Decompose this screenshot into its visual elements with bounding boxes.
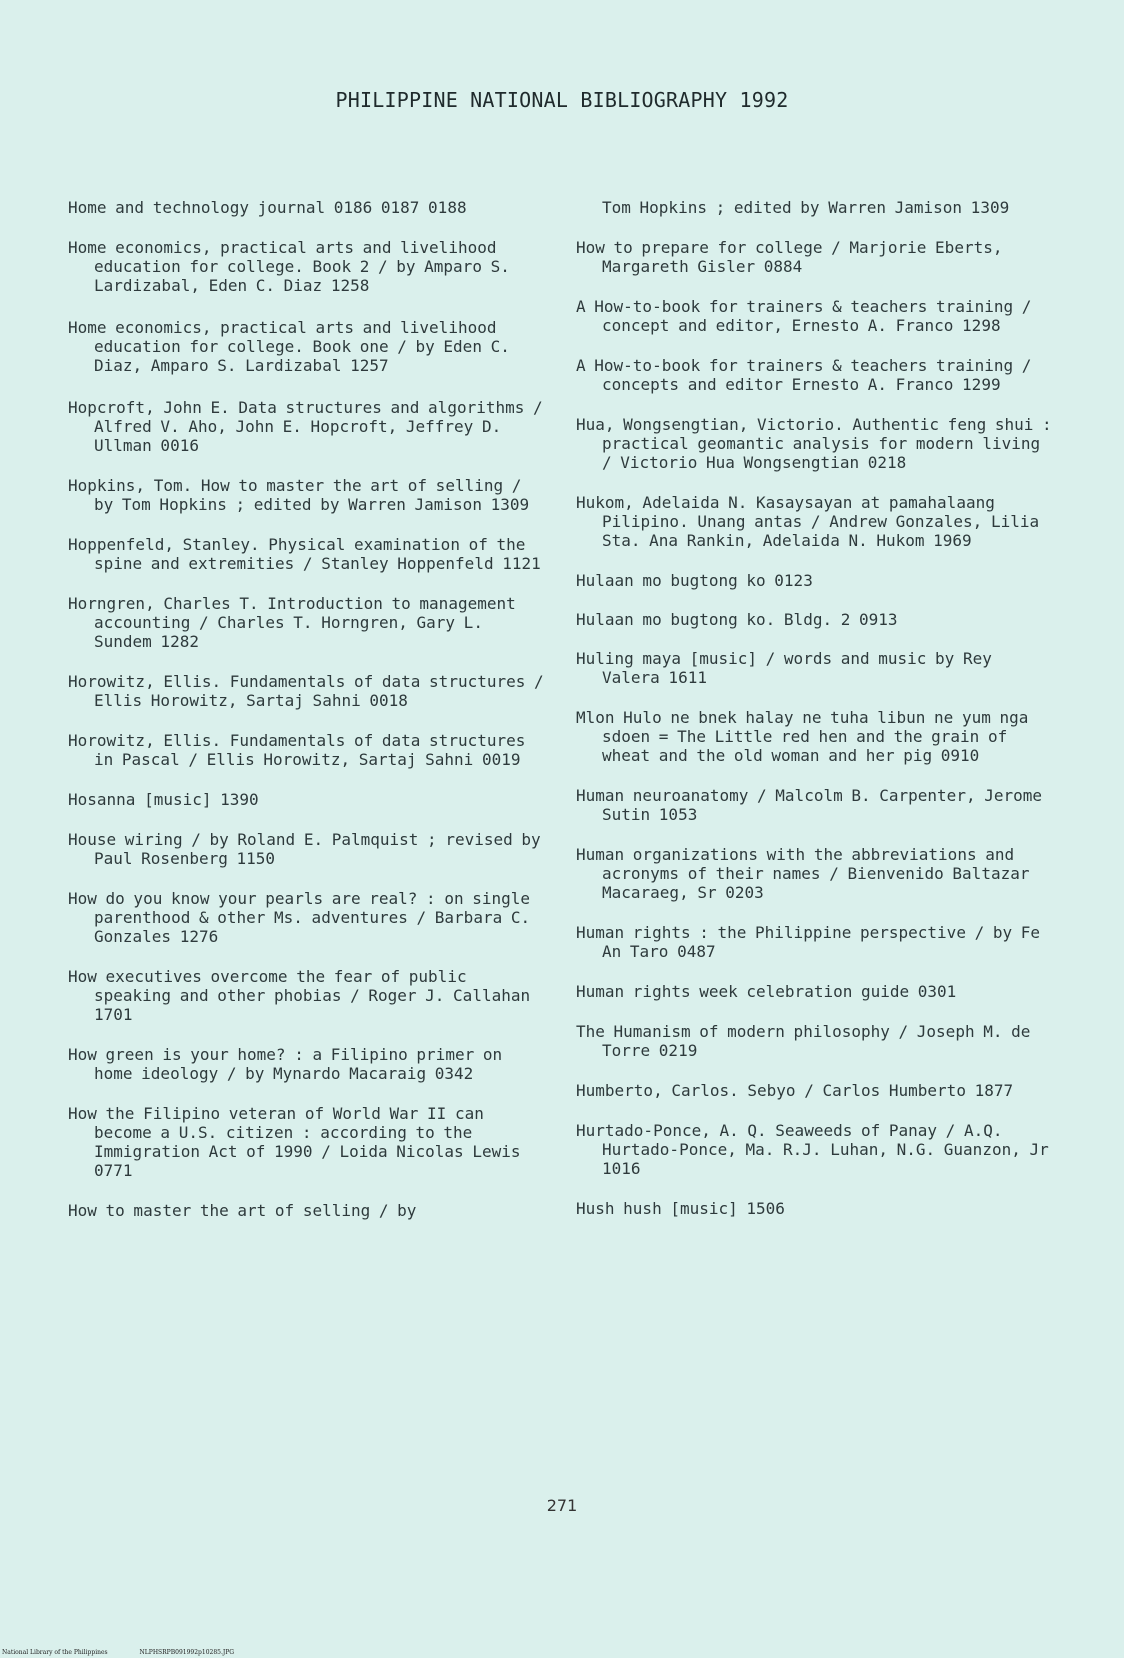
bib-entry: Hulaan mo bugtong ko. Bldg. 2 0913 xyxy=(576,610,898,629)
bib-entry: A How-to-book for trainers & teachers training / concept and editor, Ernesto A. Franco 1298 xyxy=(576,297,1032,335)
bib-entry: Humberto, Carlos. Sebyo / Carlos Humberto 1877 xyxy=(576,1081,1014,1100)
bib-entry: Hosanna [music] 1390 xyxy=(68,790,259,809)
bib-entry: House wiring / by Roland E. Palmquist ; revised by Paul Rosenberg 1150 xyxy=(68,830,541,868)
bib-entry: Hush hush [music] 1506 xyxy=(576,1199,785,1218)
bib-entry: Horowitz, Ellis. Fundamentals of data structures / Ellis Horowitz, Sartaj Sahni 0018 xyxy=(68,672,544,710)
bib-entry: How green is your home? : a Filipino primer on home ideology / by Mynardo Macaraig 0342 xyxy=(68,1045,503,1083)
bib-entry: Hopkins, Tom. How to master the art of selling / by Tom Hopkins ; edited by Warren Jamison 1309 xyxy=(68,476,530,514)
bib-entry: Hulaan mo bugtong ko 0123 xyxy=(576,571,813,590)
bib-entry: A How-to-book for trainers & teachers training / concepts and editor Ernesto A. Franco 1299 xyxy=(576,356,1032,394)
bib-entry: Human organizations with the abbreviations and acronyms of their names / Bienvenido Baltazar Macaraeg, Sr 0203 xyxy=(576,845,1030,902)
bib-entry: How the Filipino veteran of World War II can become a U.S. citizen : according to the Immigration Act of 1990 / Loida Nicolas Lewis 0771 xyxy=(68,1104,521,1180)
bib-entry: The Humanism of modern philosophy / Joseph M. de Torre 0219 xyxy=(576,1022,1031,1060)
bib-entry: How do you know your pearls are real? : on single parenthood & other Ms. adventures / Barbara C. Gonzales 1276 xyxy=(68,889,531,946)
bib-entry: Human rights : the Philippine perspective / by Fe An Taro 0487 xyxy=(576,923,1041,961)
right-column xyxy=(576,198,1056,1218)
scan-footer xyxy=(2,1649,264,1656)
bib-entry: How executives overcome the fear of public speaking and other phobias / Roger J. Callahan 1701 xyxy=(68,967,531,1024)
footer-library: National Library of the Philippines xyxy=(2,1649,108,1656)
bib-entry: Horngren, Charles T. Introduction to management accounting / Charles T. Horngren, Gary L. Sundem 1282 xyxy=(68,594,516,651)
bib-entry: Human rights week celebration guide 0301 xyxy=(576,982,957,1001)
bib-entry: Hua, Wongsengtian, Victorio. Authentic feng shui : practical geomantic analysis for modern living / Victorio Hua Wongsengtian 0218 xyxy=(576,415,1052,472)
page-number: 271 xyxy=(546,1496,578,1515)
bib-entry: Home and technology journal 0186 0187 0188 xyxy=(68,198,467,217)
page-title: PHILIPPINE NATIONAL BIBLIOGRAPHY 1992 xyxy=(335,88,789,112)
footer-file: NLPHSRPB091992p10285.JPG xyxy=(139,1649,235,1656)
left-column xyxy=(68,198,548,1220)
bib-entry: Mlon Hulo ne bnek halay ne tuha libun ne yum nga sdoen = The Little red hen and the grain of wheat and the old woman and her pig 0910 xyxy=(576,708,1029,765)
bib-entry-continuation: Tom Hopkins ; edited by Warren Jamison 1309 xyxy=(602,198,1010,217)
bib-entry: Human neuroanatomy / Malcolm B. Carpenter, Jerome Sutin 1053 xyxy=(576,786,1043,824)
bib-entry: Huling maya [music] / words and music by Rey Valera 1611 xyxy=(576,649,992,687)
bib-entry: Hukom, Adelaida N. Kasaysayan at pamahalaang Pilipino. Unang antas / Andrew Gonzales, Lilia Sta. Ana Rankin, Adelaida N. Hukom 1969 xyxy=(576,493,1040,550)
bib-entry: How to prepare for college / Marjorie Eberts, Margareth Gisler 0884 xyxy=(576,238,1003,276)
bib-entry: Hurtado-Ponce, A. Q. Seaweeds of Panay / A.Q. Hurtado-Ponce, Ma. R.J. Luhan, N.G. Guanzon, Jr 1016 xyxy=(576,1121,1049,1178)
bib-entry: Home economics, practical arts and livelihood education for college. Book one / by Eden C. Diaz, Amparo S. Lardizabal 1257 xyxy=(68,318,510,375)
bib-entry: Horowitz, Ellis. Fundamentals of data structures in Pascal / Ellis Horowitz, Sartaj Sahni 0019 xyxy=(68,731,526,769)
bib-entry: Hopcroft, John E. Data structures and algorithms / Alfred V. Aho, John E. Hopcroft, Jeffrey D. Ullman 0016 xyxy=(68,398,543,455)
bib-entry: Home economics, practical arts and livelihood education for college. Book 2 / by Amparo S. Lardizabal, Eden C. Diaz 1258 xyxy=(68,238,510,295)
bib-entry: How to master the art of selling / by xyxy=(68,1201,417,1220)
bib-entry: Hoppenfeld, Stanley. Physical examination of the spine and extremities / Stanley Hoppenfeld 1121 xyxy=(68,535,541,573)
